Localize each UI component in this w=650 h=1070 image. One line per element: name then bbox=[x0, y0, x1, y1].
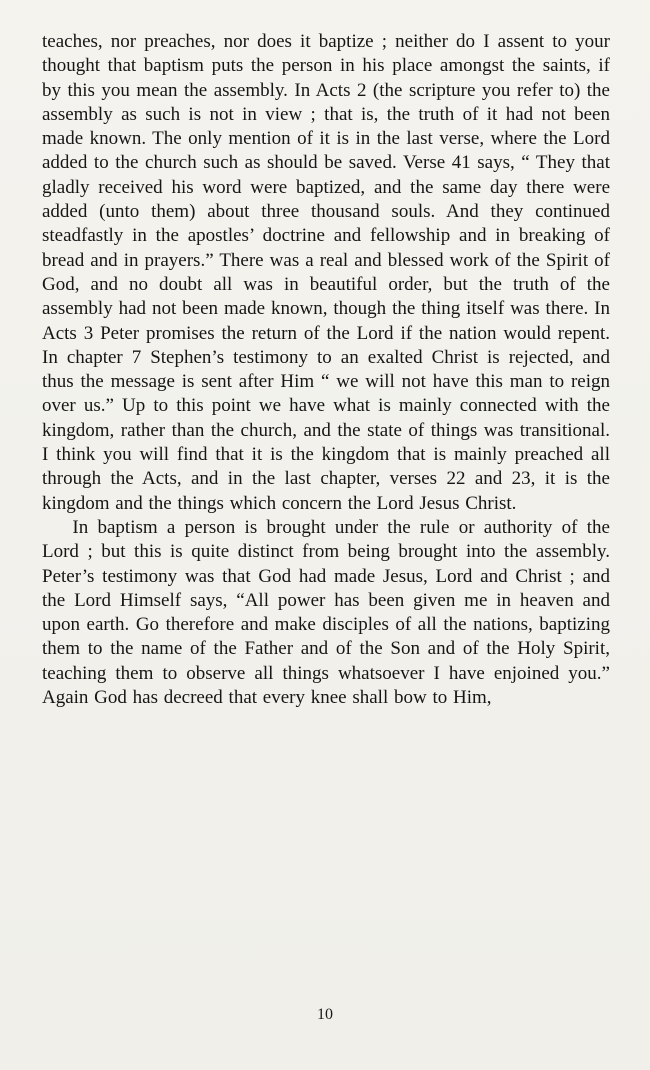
page-text-block bbox=[42, 30, 610, 710]
paragraph-2: In baptism a person is brought under the rule or authority of the Lord ; but this is quite distinct from being brought into the assembly. Peter’s testimony was that God had made Jesus, Lord and Christ ; and the Lord Himself says, “All power has been given me in heaven and upon earth. Go therefore and make disciples of all the nations, baptizing them to the name of the Father and of the Son and of the Holy Spirit, teaching them to observe all things whatsoever I have enjoined you.” Again God has decreed that every knee shall bow to Him, bbox=[42, 516, 610, 709]
page-number: 10 bbox=[317, 1006, 333, 1023]
paragraph-1: teaches, nor preaches, nor does it baptize ; neither do I assent to your thought that baptism puts the person in his place amongst the saints, if by this you mean the assembly. In Acts 2 (the scripture you refer to) the assembly as such is not in view ; that is, the truth of it had not been made known. The only mention of it is in the last verse, where the Lord added to the church such as should be saved. Verse 41 says, “ They that gladly received his word were baptized, and the same day there were added (unto them) about three thousand souls. And they continued steadfastly in the apostles’ doctrine and fellowship and in breaking of bread and in prayers.” There was a real and blessed work of the Spirit of God, and no doubt all was in beautiful order, but the truth of the assembly had not been made known, though the thing itself was there. In Acts 3 Peter promises the return of the Lord if the nation would repent. In chapter 7 Stephen’s testimony to an exalted Christ is rejected, and thus the message is sent after Him “ we will not have this man to reign over us.” Up to this point we have what is mainly connected with the kingdom, rather than the church, and the state of things was transitional. I think you will find that it is the kingdom that is mainly preached all through the Acts, and in the last chapter, verses 22 and 23, it is the kingdom and the things which concern the Lord Jesus Christ. bbox=[42, 31, 610, 514]
